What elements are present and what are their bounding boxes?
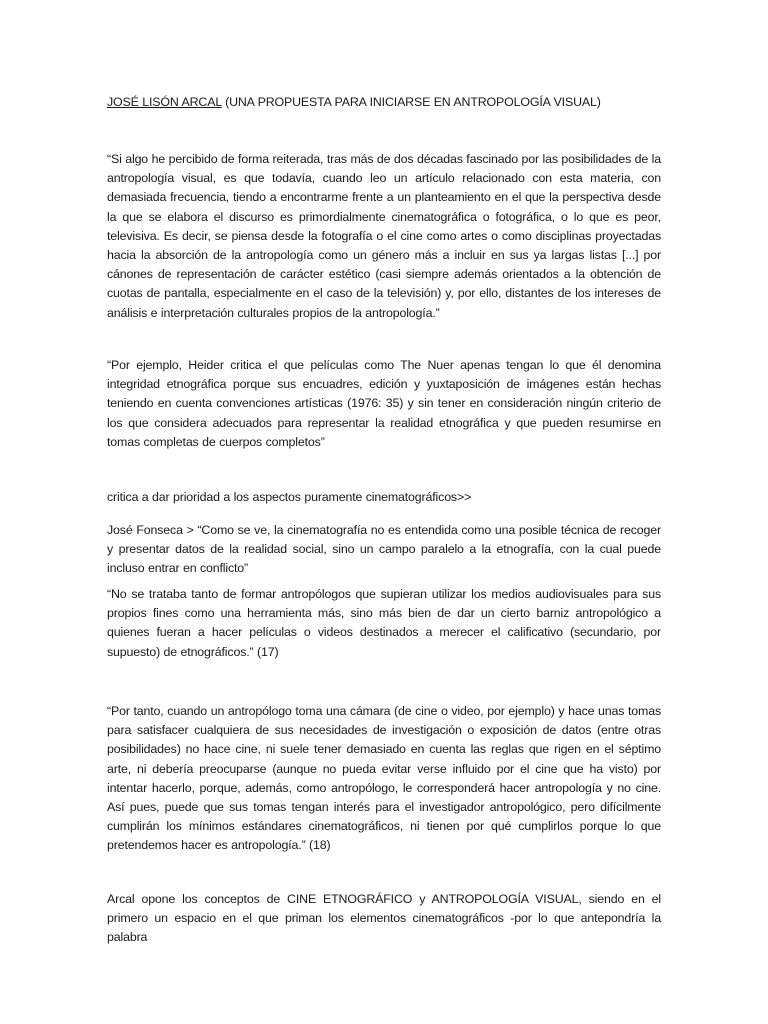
document-title [107, 93, 661, 112]
paragraph-1: “Si algo he percibido de forma reiterada, tras más de dos décadas fascinado por las posibilidades de la antropología visual, es que todavía, cuando leo un artículo relacionado con esta materia, con demasiada frecuencia, tiendo a encontrarme frente a un planteamiento en el que la perspectiva desde la que se elabora el discurso es primordialmente cinematográfica o fotográfica, o lo que es peor, televisiva. Es decir, se piensa desde la fotografía o el cine como artes o como disciplinas proyectadas hacia la absorción de la antropología como un género más a incluir en sus ya largas listas [...] por cánones de representación de carácter estético (casi siempre además orientados a la obtención de cuotas de pantalla, especialmente en el caso de la televisión) y, por ello, distantes de los intereses de análisis e interpretación culturales propios de la antropología.” [107, 152, 661, 320]
title-subtitle: (UNA PROPUESTA PARA INICIARSE EN ANTROPOLOGÍA VISUAL) [221, 95, 601, 109]
paragraph-7: Arcal opone los conceptos de CINE ETNOGRÁFICO y ANTROPOLOGÍA VISUAL, siendo en el primero un espacio en el que priman los elementos cinematográficos -por lo que antepondría la palabra [107, 892, 661, 945]
paragraph-3: critica a dar prioridad a los aspectos puramente cinematográficos>> [107, 490, 472, 504]
paragraph-5: “No se trataba tanto de formar antropólogos que supieran utilizar los medios audiovisuales para sus propios fines como una herramienta más, sino más bien de dar un cierto barniz antropológico a quienes fueran a hacer películas o videos destinados a merecer el calificativo (secundario, por supuesto) de etnográficos.” (17) [107, 587, 661, 659]
author-name: JOSÉ LISÓN ARCAL [107, 95, 222, 109]
paragraph-4: José Fonseca > “Como se ve, la cinematografía no es entendida como una posible técnica de recoger y presentar datos de la realidad social, sino un campo paralelo a la etnografía, con la cual puede incluso entrar en conflicto” [107, 523, 661, 576]
paragraph-6: “Por tanto, cuando un antropólogo toma una cámara (de cine o video, por ejemplo) y hace unas tomas para satisfacer cualquiera de sus necesidades de investigación o exposición de datos (entre otras posibilidades) no hace cine, ni suele tener demasiado en cuenta las reglas que rigen en el séptimo arte, ni debería preocuparse (aunque no pueda evitar verse influido por el cine que ha visto) por intentar hacerlo, porque, además, como antropólogo, le corresponderá hacer antropología y no cine. Así pues, puede que sus tomas tengan interés para el investigador antropológico, pero difícilmente cumplirán los mínimos estándares cinematográficos, ni tienen por qué cumplirlos porque lo que pretendemos hacer es antropología.” (18) [107, 704, 661, 853]
paragraph-2: “Por ejemplo, Heider critica el que películas como The Nuer apenas tengan lo que él denomina integridad etnográfica porque sus encuadres, edición y yuxtaposición de imágenes están hechas teniendo en cuenta convenciones artísticas (1976: 35) y sin tener en consideración ningún criterio de los que considera adecuados para representar la realidad etnográfica y que pueden resumirse en tomas completas de cuerpos completos” [107, 358, 661, 449]
